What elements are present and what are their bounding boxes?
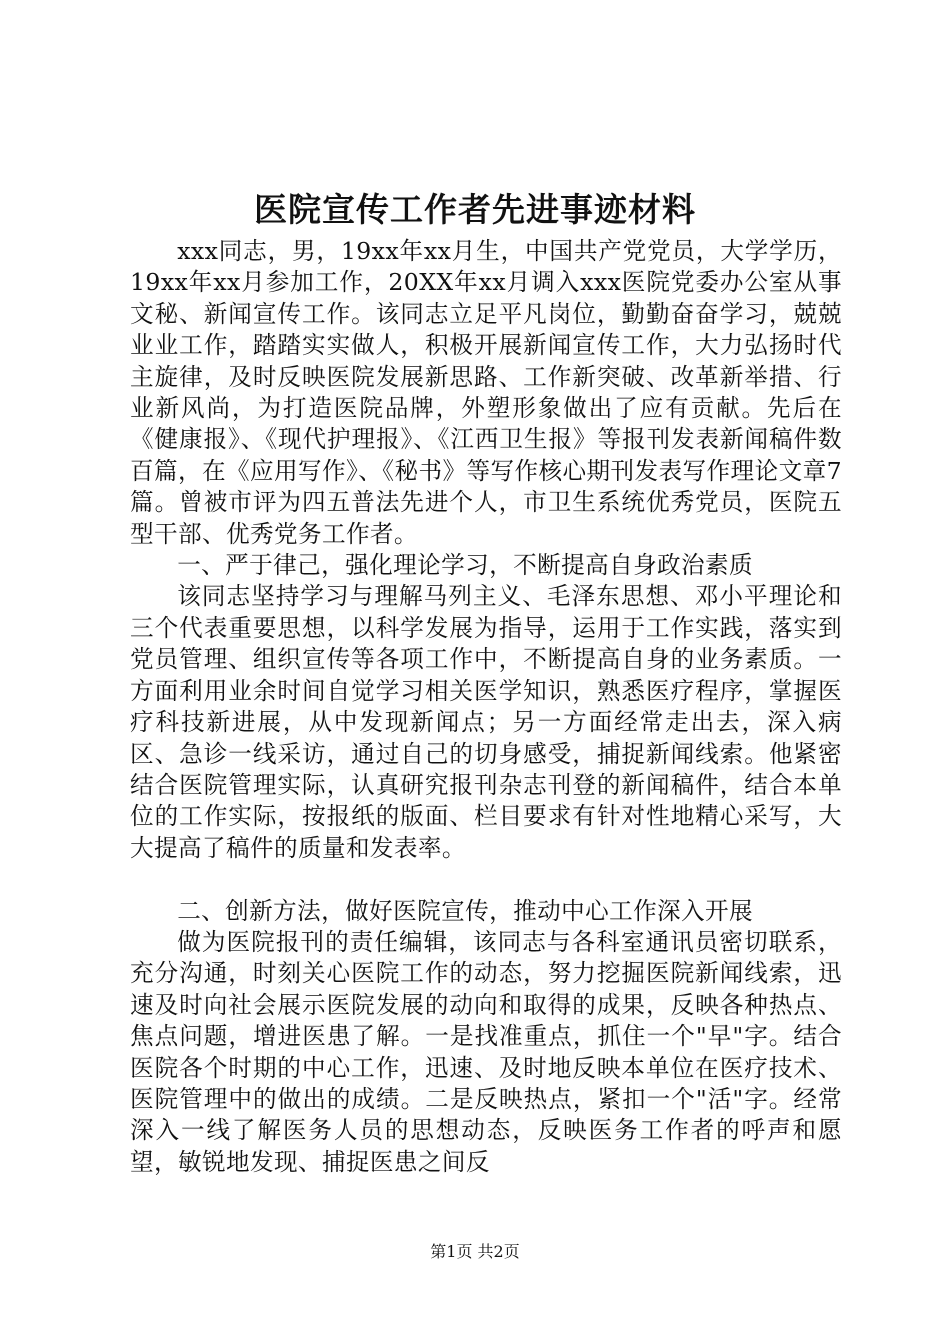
page-number-footer: 第1页 共2页: [430, 1242, 520, 1261]
paragraph-section-1: 该同志坚持学习与理解马列主义、毛泽东思想、邓小平理论和三个代表重要思想，以科学发展为指导，运用于工作实践，落实到党员管理、组织宣传等各项工作中，不断提高自身的业务素质。一方面利用业余时间自觉学习相关医学知识，熟悉医疗程序，掌握医疗科技新进展，从中发现新闻点；另一方面经常走出去，深入病区、急诊一线采访，通过自己的切身感受，捕捉新闻线索。他紧密结合医院管理实际，认真研究报刊杂志刊登的新闻稿件，结合本单位的工作实际，按报纸的版面、栏目要求有针对性地精心采写，大大提高了稿件的质量和发表率。: [130, 582, 842, 862]
document-title: 医院宣传工作者先进事迹材料: [254, 190, 696, 229]
section-heading-1: 一、严于律己，强化理论学习，不断提高自身政治素质: [177, 551, 754, 580]
paragraph-intro: xxx同志，男，19xx年xx月生，中国共产党党员，大学学历，19xx年xx月参加工作，20XX年xx月调入xxx医院党委办公室从事文秘、新闻宣传工作。该同志立足平凡岗位，勤勤奋奋学习，兢兢业业工作，踏踏实实做人，积极开展新闻宣传工作，大力弘扬时代主旋律，及时反映医院发展新思路、工作新突破、改革新举措、行业新风尚，为打造医院品牌，外塑形象做出了应有贡献。先后在《健康报》、《现代护理报》、《江西卫生报》等报刊发表新闻稿件数百篇，在《应用写作》、《秘书》等写作核心期刊发表写作理论文章7篇。曾被市评为四五普法先进个人，市卫生系统优秀党员，医院五型干部、优秀党务工作者。: [130, 237, 842, 548]
section-heading-2: 二、创新方法，做好医院宣传，推动中心工作深入开展: [177, 896, 754, 925]
paragraph-section-2: 做为医院报刊的责任编辑，该同志与各科室通讯员密切联系，充分沟通，时刻关心医院工作的动态，努力挖掘医院新闻线索，迅速及时向社会展示医院发展的动向和取得的成果，反映各种热点、焦点问题，增进医患了解。一是找准重点，抓住一个"早"字。结合医院各个时期的中心工作，迅速、及时地反映本单位在医疗技术、医院管理中的做出的成绩。二是反映热点，紧扣一个"活"字。经常深入一线了解医务人员的思想动态，反映医务工作者的呼声和愿望，敏锐地发现、捕捉医患之间反: [130, 927, 842, 1176]
document-body: [130, 236, 842, 1178]
